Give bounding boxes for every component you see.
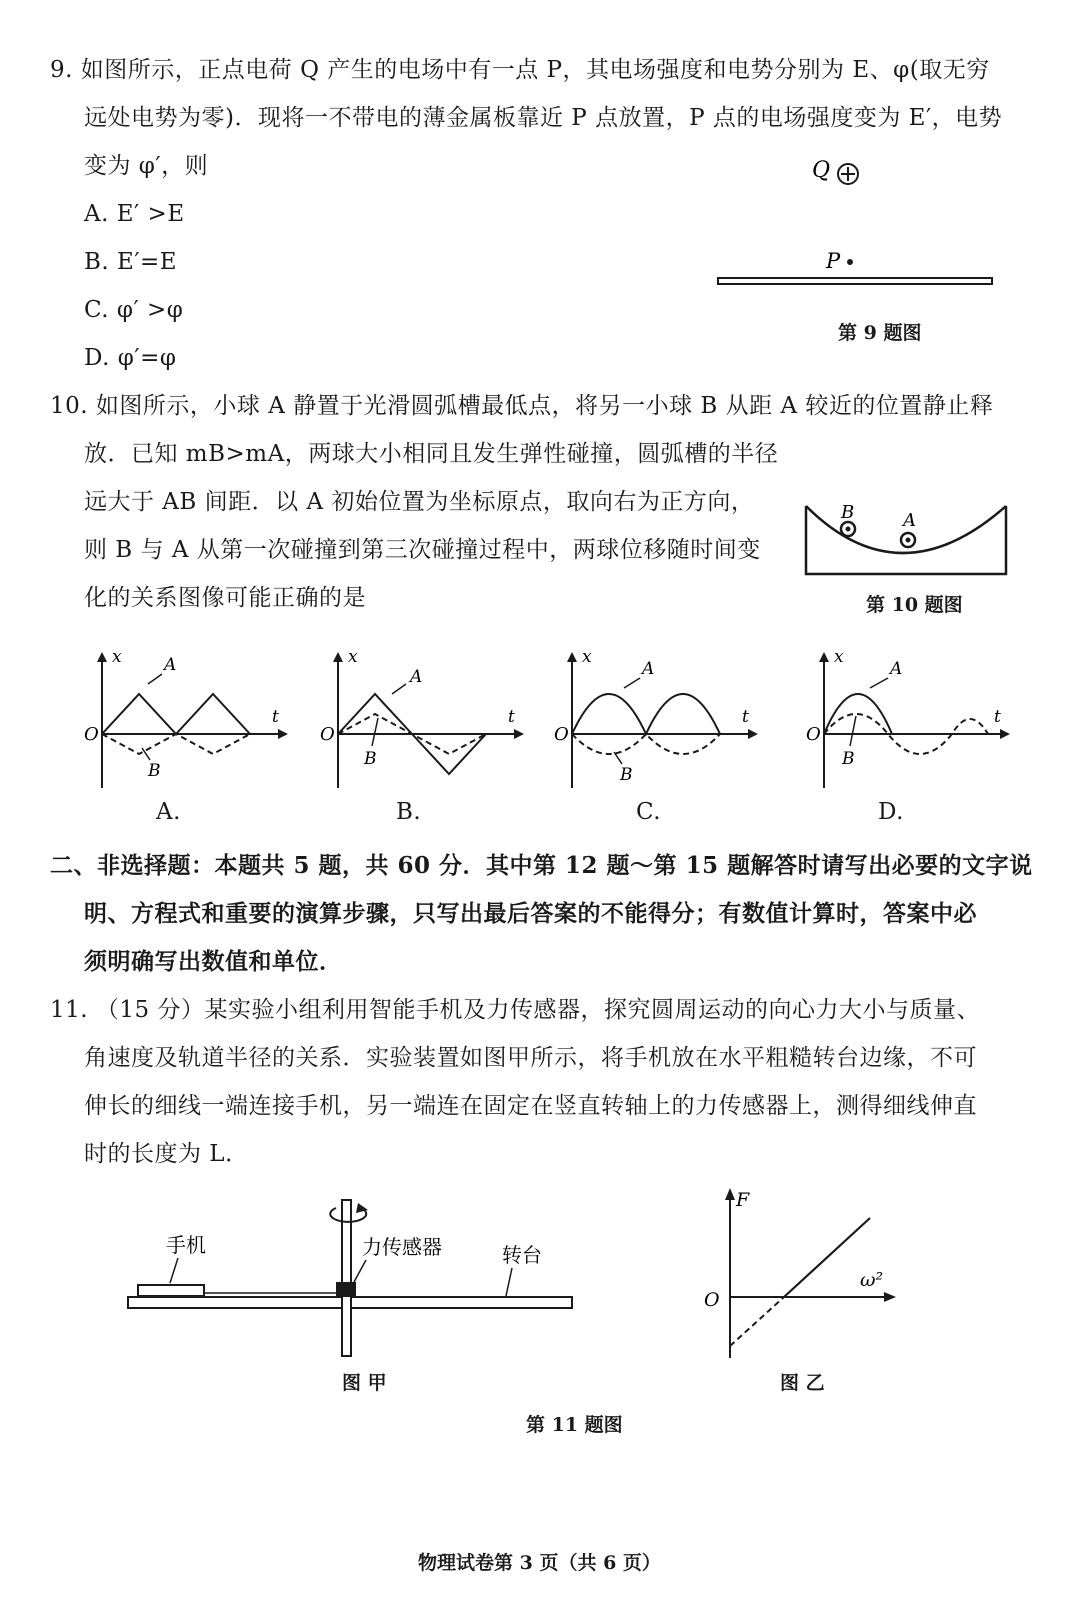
curve-a-label: A [164, 655, 177, 675]
x-axis-label: x [834, 647, 844, 667]
curve-a-label: A [410, 667, 423, 687]
q9-p-label: P [826, 249, 841, 273]
turntable-label: 转台 [502, 1243, 542, 1267]
x-axis-label: x [112, 647, 122, 667]
q10-line-1: 10. 如图所示，小球 A 静置于光滑圆弧槽最低点，将另一小球 B 从距 A 较近的位置静止释 [50, 393, 994, 419]
t-axis-label: t [272, 707, 279, 727]
f-line [784, 1218, 870, 1297]
graph-a [86, 648, 296, 788]
metal-plate [718, 278, 992, 284]
section2-line-2: 明、方程式和重要的演算步骤，只写出最后答案的不能得分；有数值计算时，答案中必 [84, 900, 977, 927]
q11-line-3: 伸长的细线一端连接手机，另一端连在固定在竖直转轴上的力传感器上，测得细线伸直 [84, 1093, 977, 1119]
graph-option-d: D. [878, 799, 904, 825]
fig-jia-caption: 图 甲 [342, 1372, 387, 1394]
q9-figure-caption: 第 9 题图 [838, 322, 922, 344]
point-p-icon [847, 259, 853, 265]
f-axis-label: F [736, 1189, 750, 1211]
omega-squared-label: ω² [860, 1269, 884, 1291]
q9-option-d: D. φ′=φ [84, 345, 177, 371]
graph-option-c: C. [636, 799, 662, 825]
graph-option-b: B. [396, 799, 422, 825]
q10-figure-caption: 第 10 题图 [866, 594, 963, 616]
curve-b-label: B [148, 761, 161, 781]
curve-b [572, 734, 720, 754]
x-axis-label: x [582, 647, 592, 667]
t-axis-label: t [508, 707, 515, 727]
origin-label: O [704, 1289, 720, 1311]
q9-line-1: 9. 如图所示，正点电荷 Q 产生的电场中有一点 P，其电场强度和电势分别为 E、φ(取无穷 [50, 57, 990, 83]
curve-a-label: A [642, 659, 655, 679]
section2-line-3: 须明确写出数值和单位． [84, 948, 343, 975]
graph-c [556, 648, 766, 788]
curve-b-label: B [842, 749, 855, 769]
q11-line-2: 角速度及轨道半径的关系．实验装置如图甲所示，将手机放在水平粗糙转台边缘，不可 [84, 1045, 977, 1071]
f-line-extension [730, 1297, 784, 1346]
q10-line-2: 放．已知 mB>mA，两球大小相同且发生弹性碰撞，圆弧槽的半径 [84, 441, 779, 467]
q10-line-5: 化的关系图像可能正确的是 [84, 585, 366, 611]
curve-a-label: A [890, 659, 903, 679]
page-footer: 物理试卷第 3 页（共 6 页） [418, 1552, 661, 1574]
origin-label: O [806, 724, 821, 745]
t-axis-label: t [994, 707, 1001, 727]
q10-figure [800, 490, 1020, 585]
q11-figure-caption: 第 11 题图 [526, 1414, 623, 1436]
q11-line-1: 11. （15 分）某实验小组利用智能手机及力传感器，探究圆周运动的向心力大小与质量、 [50, 997, 980, 1023]
q9-option-c: C. φ′ >φ [84, 297, 184, 323]
sensor-label: 力传感器 [362, 1235, 442, 1259]
q9-option-b: B. E′=E [84, 249, 178, 275]
phone-icon [138, 1285, 204, 1296]
curve-a [572, 694, 720, 734]
origin-label: O [554, 724, 569, 745]
phone-label: 手机 [166, 1233, 206, 1257]
curve-b-label: B [364, 749, 377, 769]
q11-figure-yi [700, 1178, 900, 1368]
graph-b [322, 648, 532, 788]
curve-b-label: B [620, 765, 633, 785]
q9-q-label: Q [812, 158, 831, 183]
curve-a [102, 694, 250, 734]
origin-label: O [84, 724, 99, 745]
q10-line-4: 则 B 与 A 从第一次碰撞到第三次碰撞过程中，两球位移随时间变 [84, 537, 761, 563]
curve-b [102, 734, 250, 754]
force-sensor [336, 1282, 356, 1297]
rotation-axis [342, 1200, 351, 1356]
section2-line-1: 二、非选择题：本题共 5 题，共 60 分．其中第 12 题～第 15 题解答时请写出必要的文字说 [50, 852, 1033, 879]
q11-figure-jia [126, 1190, 586, 1380]
q9-option-a: A. E′ >E [84, 201, 185, 227]
q10-line-3: 远大于 AB 间距．以 A 初始位置为坐标原点，取向右为正方向， [84, 489, 755, 515]
q11-line-4: 时的长度为 L． [84, 1141, 249, 1167]
ball-b-label: B [841, 502, 855, 523]
fig-yi-caption: 图 乙 [780, 1372, 825, 1394]
q9-figure [710, 150, 1010, 300]
graph-option-a: A. [156, 799, 181, 825]
t-axis-label: t [742, 707, 749, 727]
origin-label: O [320, 724, 335, 745]
q9-line-3: 变为 φ′，则 [84, 153, 209, 179]
x-axis-label: x [348, 647, 358, 667]
q9-line-2: 远处电势为零)．现将一不带电的薄金属板靠近 P 点放置，P 点的电场强度变为 E′，电势 [84, 105, 1003, 131]
ball-a-label: A [903, 510, 916, 531]
graph-d [808, 648, 1018, 788]
